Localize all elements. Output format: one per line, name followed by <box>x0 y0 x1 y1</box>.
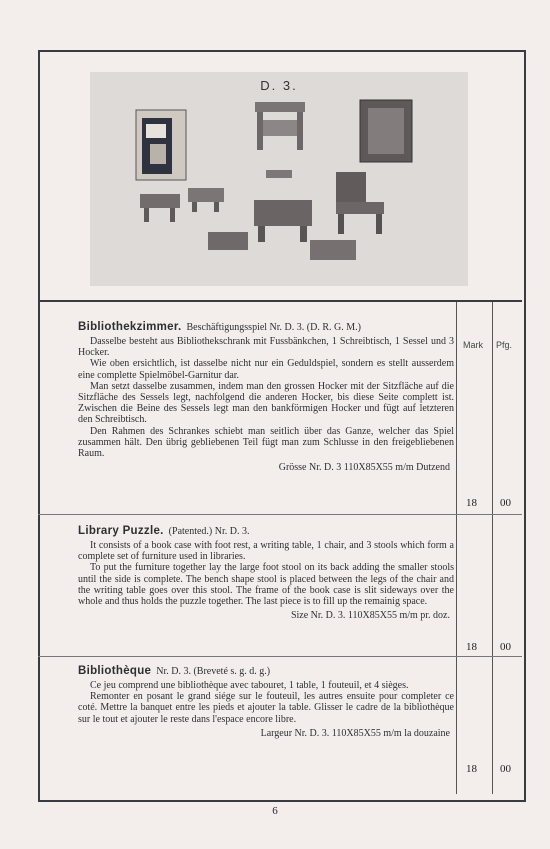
price-mark: 18 <box>466 497 477 509</box>
section-subtitle: (Patented.) Nr. D. 3. <box>168 526 250 537</box>
size-line: Grösse Nr. D. 3 110X85X55 m/m Dutzend <box>278 462 450 474</box>
section-subtitle: Beschäftigungsspiel Nr. D. 3. (D. R. G. M.) <box>186 322 361 333</box>
paragraph: Den Rahmen des Schrankes schiebt man seitlich über das Ganze, welcher das Spiel zusammen hält. Den übrig gebliebenen Teil fügt man zum Schlusse in den freigebliebenen Raum. <box>78 425 454 460</box>
price-pfg: 00 <box>500 641 511 653</box>
section-title: Bibliothekzimmer. <box>78 321 182 333</box>
paragraph: Man setzt dasselbe zusammen, indem man den grossen Hocker mit der Sitzfläche auf die Sitzfläche des Sessels legt, nachfolgend die anderen Hocker, bis diese Seite complett ist. Zwischen die Beine des Sessels legt man den bankförmigen Hocker und fügt auf letzteren den Schreibtisch. <box>78 380 454 426</box>
column-divider-middle <box>492 302 493 794</box>
price-pfg: 00 <box>500 497 511 509</box>
product-photo <box>90 72 468 286</box>
furniture-illustration <box>90 72 468 286</box>
section-divider <box>38 656 522 657</box>
column-divider-left <box>456 302 457 794</box>
price-mark: 18 <box>466 763 477 775</box>
photo-label: D. 3. <box>260 78 298 93</box>
paragraph: Dasselbe besteht aus Bibliothekschrank mit Fussbänkchen, 1 Schreibtisch, 1 Sessel und 3 Hocker. <box>78 336 454 359</box>
paragraph: To put the furniture together lay the large foot stool on its back adding the smaller stools until the side is complete. The bench shape stool is placed between the legs of the chair and the writing table goes over this stool. The frame of the book case is slit sideways over the whole and thus holds the puzzle together. The last piece is to fill up the remainig space. <box>78 562 454 608</box>
price-mark: 18 <box>466 641 477 653</box>
paragraph: Remonter en posant le grand siége sur le fouteuil, les autres ensuite pour completer ce coté. Mettre la banquet entre les pieds et ajouter la table. Glisser le cadre de la bibliothèque sur le tout et ajouter le reste dans l'espace encore libre. <box>78 691 454 725</box>
price-pfg: 00 <box>500 763 511 775</box>
paragraph: It consists of a book case with foot rest, a writing table, 1 chair, and 3 stools which form a complete set of furniture used in libraries. <box>78 540 454 563</box>
paragraph: Wie oben ersichtlich, ist dasselbe nicht nur ein Geduldspiel, sondern es stellt ausserdem eine complette Spielmöbel-Garnitur dar. <box>78 358 454 381</box>
photo-panel <box>38 50 522 302</box>
paragraph: Ce jeu comprend une bibliothèque avec tabouret, 1 table, 1 fouteuil, et 4 sièges. <box>90 680 409 691</box>
column-header-mark: Mark <box>463 340 483 350</box>
section-german <box>78 320 454 473</box>
size-line: Size Nr. D. 3. 110X85X55 m/m pr. doz. <box>290 610 450 622</box>
section-title: Bibliothèque <box>78 665 152 677</box>
column-header-pfg: Pfg. <box>496 340 513 350</box>
size-line: Largeur Nr. D. 3. 110X85X55 m/m la douzaine <box>260 727 450 739</box>
section-divider <box>38 514 522 515</box>
page-number: 6 <box>272 805 278 817</box>
section-subtitle: Nr. D. 3. (Breveté s. g. d. g.) <box>156 666 271 677</box>
section-french <box>78 664 454 739</box>
section-english <box>78 524 454 621</box>
section-title: Library Puzzle. <box>78 525 164 537</box>
